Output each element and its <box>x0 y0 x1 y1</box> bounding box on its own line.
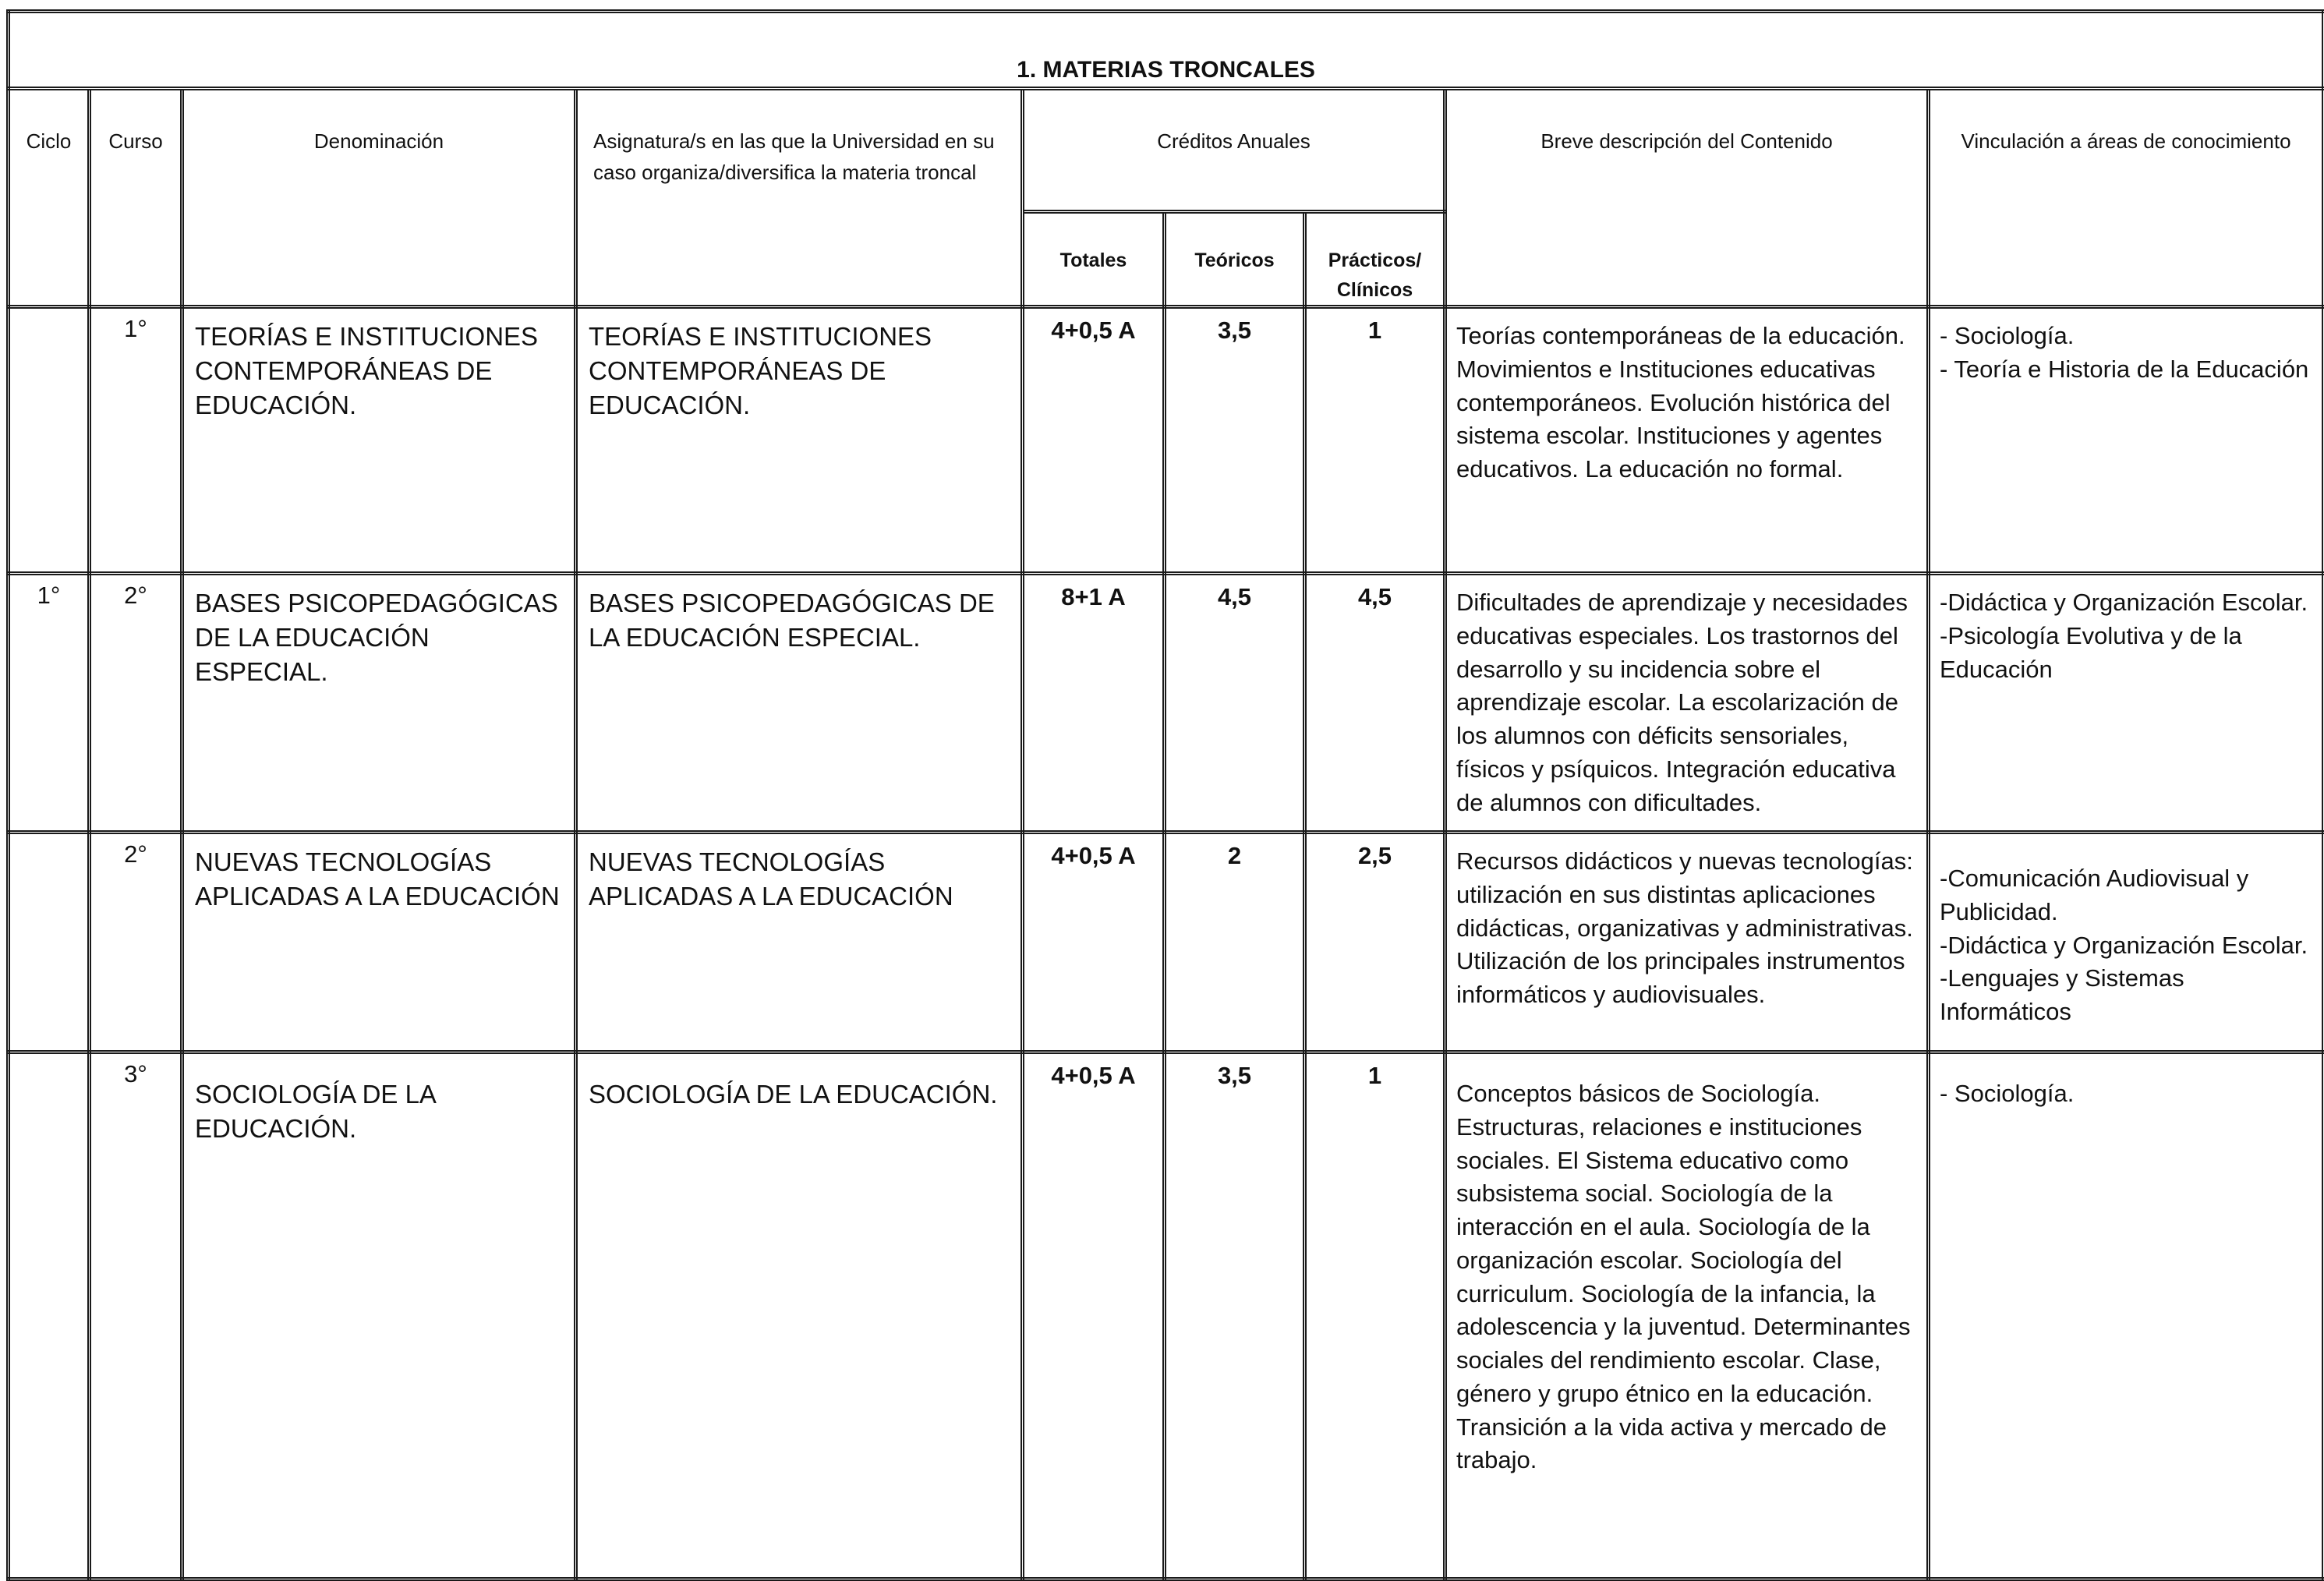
header-asignaturas: Asignatura/s en las que la Universidad en su caso organiza/diversifica la materia troncal <box>576 89 1023 307</box>
practicos-cell: 2,5 <box>1305 833 1445 1052</box>
ciclo-cell: 1° <box>9 574 90 833</box>
curso-cell: 3° <box>90 1052 182 1579</box>
descripcion-cell: Conceptos básicos de Sociología. Estructuras, relaciones e instituciones sociales. El Sistema educativo como subsistema social. Sociología de la interacción en el aula. Sociología de la organización escolar. Sociología del curriculum. Sociología de la infancia, la adolescencia y la juventud. Determinantes sociales del rendimiento escolar. Clase, género y grupo étnico en la educación. Transición a la vida activa y mercado de trabajo. <box>1445 1052 1929 1579</box>
totales-cell: 4+0,5 A <box>1023 307 1165 574</box>
teoricos-cell: 2 <box>1165 833 1305 1052</box>
teoricos-cell: 3,5 <box>1165 1052 1305 1579</box>
header-totales: Totales <box>1023 212 1165 307</box>
practicos-cell: 4,5 <box>1305 574 1445 833</box>
curso-cell: 1° <box>90 307 182 574</box>
totales-cell: 4+0,5 A <box>1023 833 1165 1052</box>
header-descripcion: Breve descripción del Contenido <box>1445 89 1929 307</box>
document-sheet <box>6 9 2322 1572</box>
denominacion-cell: TEORÍAS E INSTITUCIONES CONTEMPORÁNEAS DE EDUCACIÓN. <box>182 307 576 574</box>
totales-cell: 4+0,5 A <box>1023 1052 1165 1579</box>
teoricos-cell: 4,5 <box>1165 574 1305 833</box>
table-row <box>9 1052 2324 1579</box>
asignatura-cell: TEORÍAS E INSTITUCIONES CONTEMPORÁNEAS DE EDUCACIÓN. <box>576 307 1023 574</box>
denominacion-cell: BASES PSICOPEDAGÓGICAS DE LA EDUCACIÓN ESPECIAL. <box>182 574 576 833</box>
area-item: -Lenguajes y Sistemas Informáticos <box>1940 964 2184 1026</box>
area-item: - Sociología. <box>1940 322 2075 349</box>
practicos-cell: 1 <box>1305 1052 1445 1579</box>
header-teoricos: Teóricos <box>1165 212 1305 307</box>
table-row <box>9 307 2324 574</box>
asignatura-cell: NUEVAS TECNOLOGÍAS APLICADAS A LA EDUCACIÓN <box>576 833 1023 1052</box>
header-denominacion: Denominación <box>182 89 576 307</box>
table-row <box>9 833 2324 1052</box>
practicos-cell: 1 <box>1305 307 1445 574</box>
ciclo-cell <box>9 1052 90 1579</box>
table-title: 1. MATERIAS TRONCALES <box>9 12 2324 89</box>
ciclo-cell <box>9 833 90 1052</box>
descripcion-cell: Dificultades de aprendizaje y necesidades educativas especiales. Los trastornos del desarrollo y su incidencia sobre el aprendizaje escolar. La escolarización de los alumnos con déficits sensoriales, físicos y psíquicos. Integración educativa de alumnos con dificultades. <box>1445 574 1929 833</box>
vinculacion-cell <box>1929 574 2324 833</box>
totales-cell: 8+1 A <box>1023 574 1165 833</box>
area-item: -Didáctica y Organización Escolar. <box>1940 589 2308 616</box>
area-item: -Comunicación Audiovisual y Publicidad. <box>1940 865 2249 925</box>
table-row <box>9 574 2324 833</box>
vinculacion-cell <box>1929 307 2324 574</box>
descripcion-cell: Teorías contemporáneas de la educación. Movimientos e Instituciones educativas contemporáneos. Evolución histórica del sistema escolar. Instituciones y agentes educativos. La educación no formal. <box>1445 307 1929 574</box>
ciclo-cell <box>9 307 90 574</box>
asignatura-cell: BASES PSICOPEDAGÓGICAS DE LA EDUCACIÓN ESPECIAL. <box>576 574 1023 833</box>
header-vinculacion: Vinculación a áreas de conocimiento <box>1929 89 2324 307</box>
area-item: - Teoría e Historia de la Educación <box>1940 355 2309 383</box>
denominacion-cell: NUEVAS TECNOLOGÍAS APLICADAS A LA EDUCACIÓN <box>182 833 576 1052</box>
header-ciclo: Ciclo <box>9 89 90 307</box>
asignatura-cell: SOCIOLOGÍA DE LA EDUCACIÓN. <box>576 1052 1023 1579</box>
header-practicos: Prácticos/ Clínicos <box>1305 212 1445 307</box>
area-item: - Sociología. <box>1940 1080 2075 1107</box>
vinculacion-cell <box>1929 833 2324 1052</box>
header-curso: Curso <box>90 89 182 307</box>
teoricos-cell: 3,5 <box>1165 307 1305 574</box>
curso-cell: 2° <box>90 833 182 1052</box>
materias-troncales-table <box>6 9 2324 1581</box>
area-item: -Didáctica y Organización Escolar. <box>1940 931 2308 959</box>
descripcion-cell: Recursos didácticos y nuevas tecnologías: utilización en sus distintas aplicaciones didácticas, organizativas y administrativas. Utilización de los principales instrumentos informáticos y audiovisuales. <box>1445 833 1929 1052</box>
area-item: -Psicología Evolutiva y de la Educación <box>1940 621 2242 683</box>
vinculacion-cell <box>1929 1052 2324 1579</box>
curso-cell: 2° <box>90 574 182 833</box>
header-creditos-anuales: Créditos Anuales <box>1023 89 1445 212</box>
denominacion-cell: SOCIOLOGÍA DE LA EDUCACIÓN. <box>182 1052 576 1579</box>
